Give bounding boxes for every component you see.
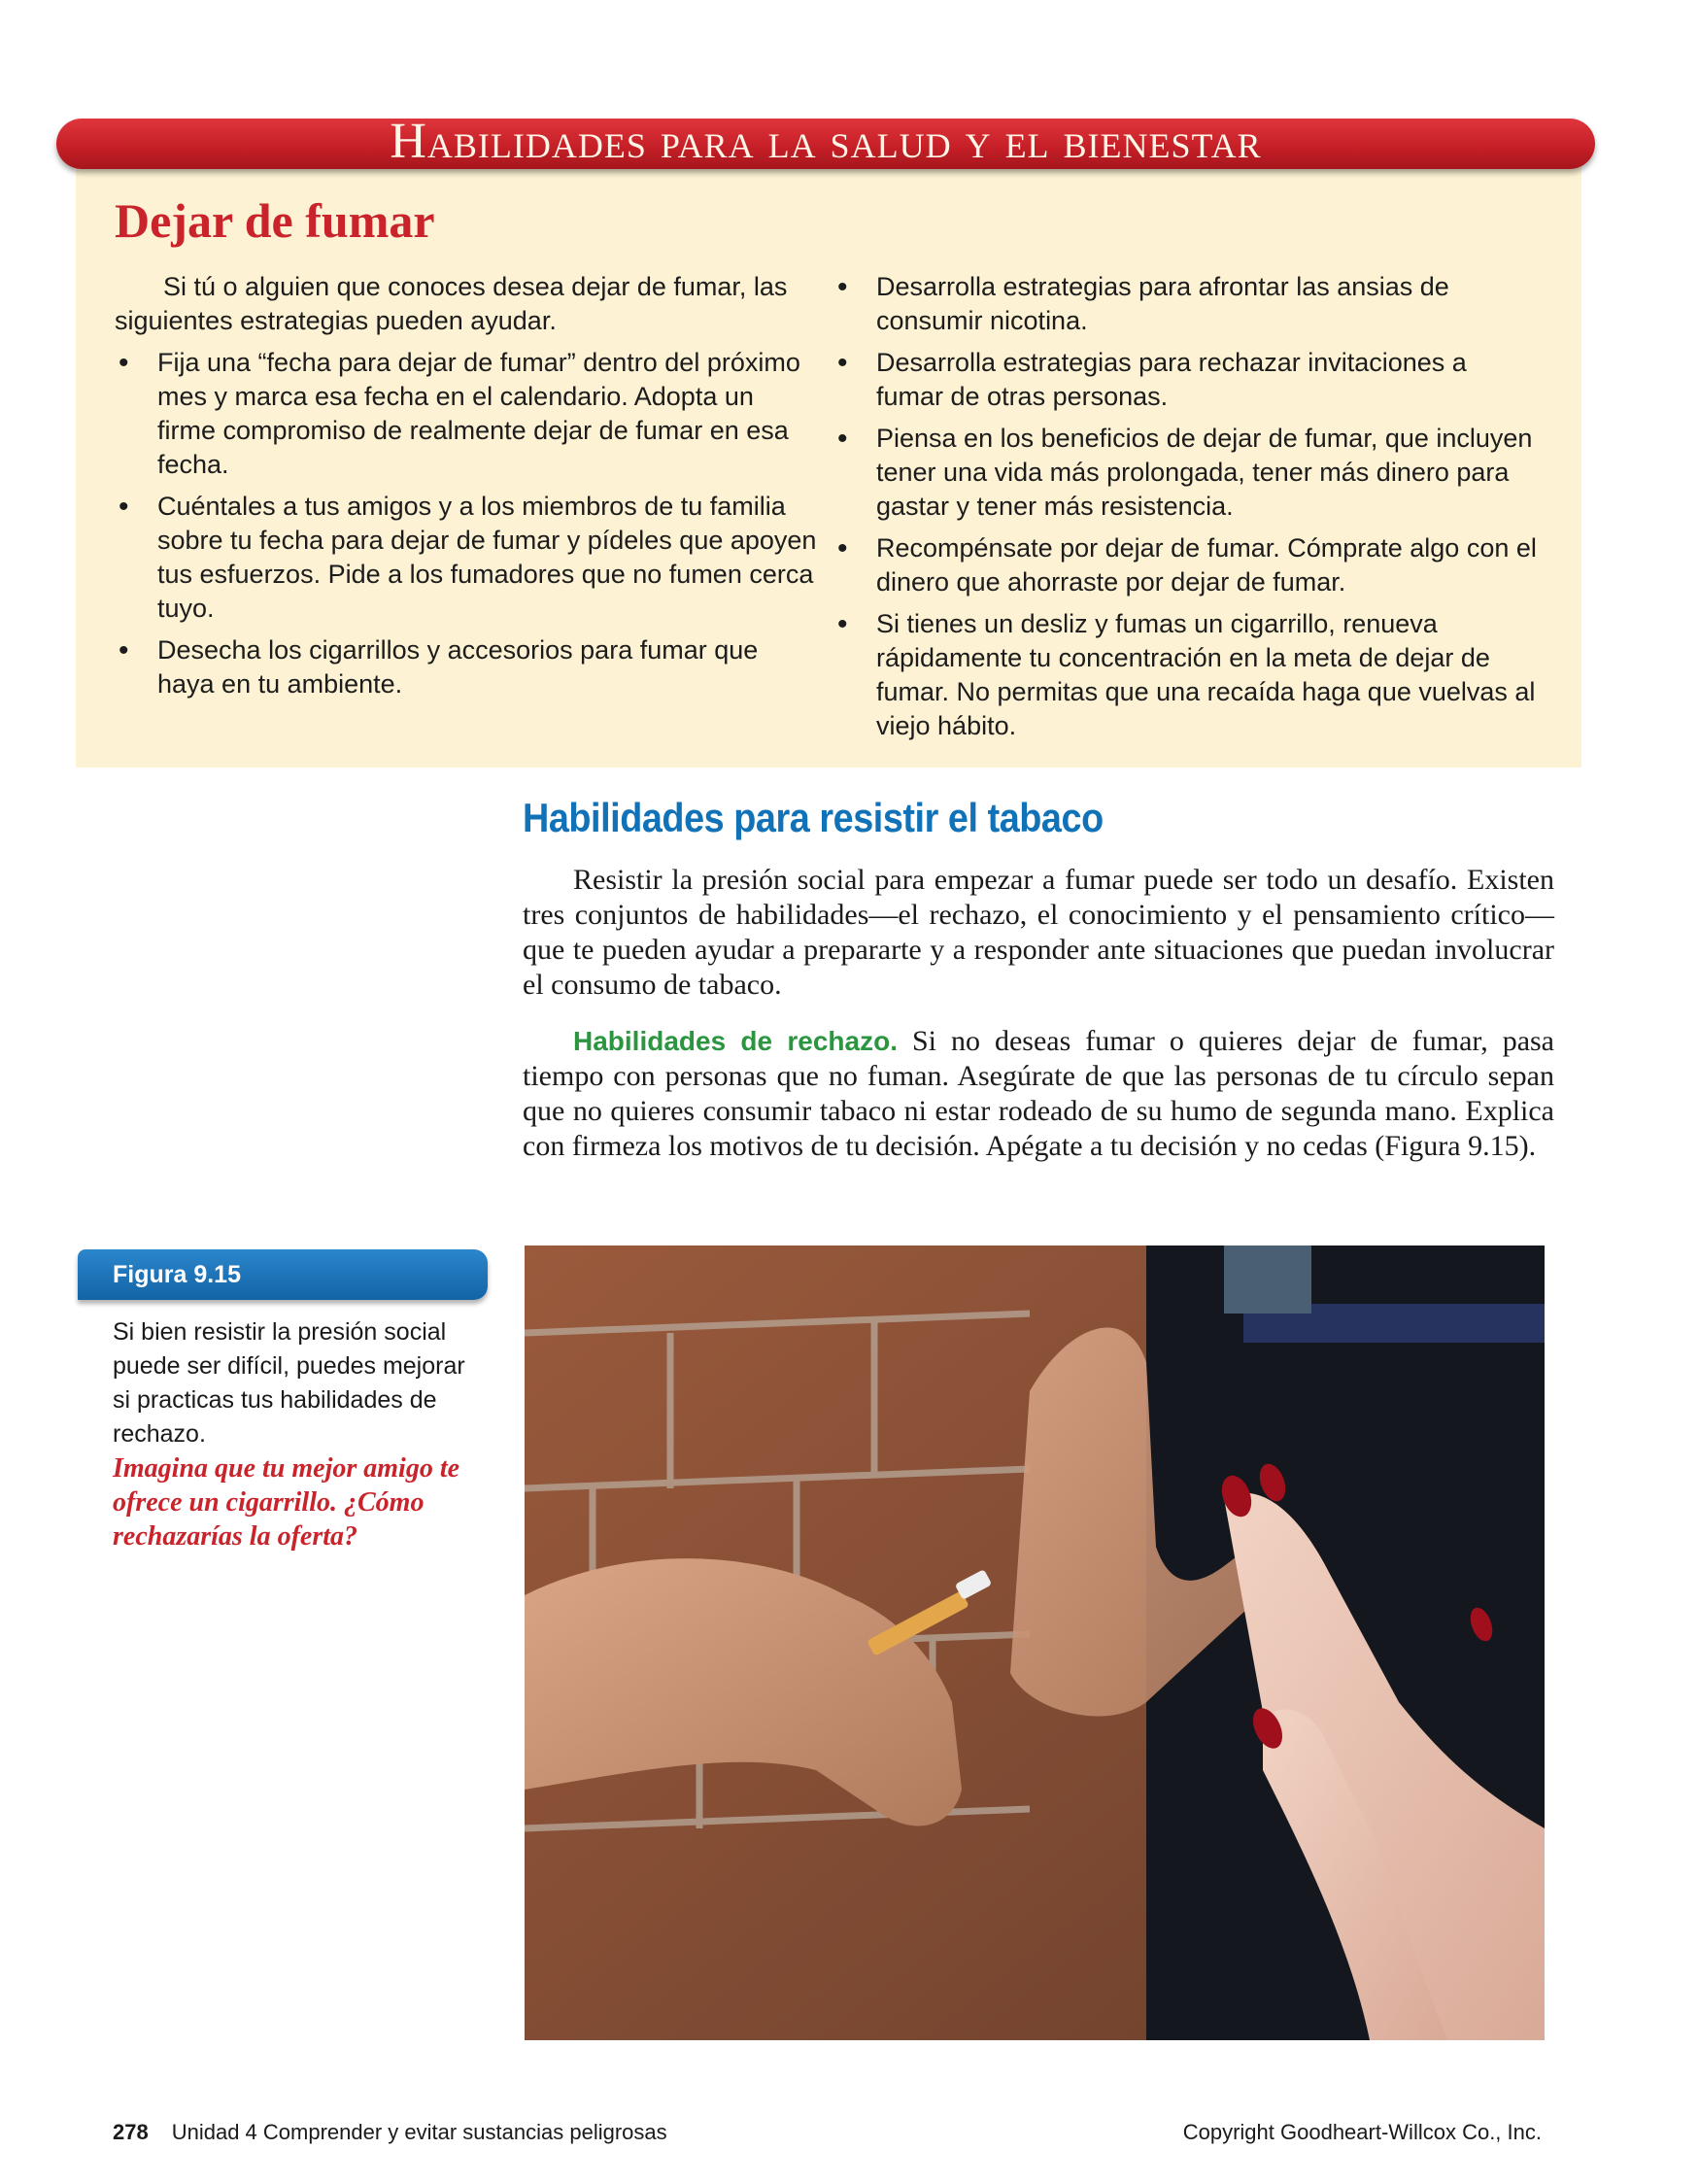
list-item-text: Recompénsate por dejar de fumar. Cómprate algo con el dinero que ahorraste por dejar de fumar. xyxy=(876,533,1537,597)
footer-unit: Unidad 4 Comprender y evitar sustancias peligrosas xyxy=(171,2120,667,2144)
bullet-icon: • xyxy=(119,491,129,523)
list-item-text: Cuéntales a tus amigos y a los miembros de tu familia sobre tu fecha para dejar de fumar y pídeles que apoyen tus esfuerzos. Pide a los fumadores que no fumen cerca tuyo. xyxy=(157,492,817,623)
figure-photo xyxy=(525,1246,1545,2040)
bullet-icon: • xyxy=(837,608,848,640)
feature-left-list xyxy=(115,346,819,701)
body-paragraph-2 xyxy=(523,1024,1554,1164)
feature-banner xyxy=(56,114,1595,169)
list-item-text: Desarrolla estrategias para afrontar las ansias de consumir nicotina. xyxy=(876,272,1449,335)
section-heading: Habilidades para resistir el tabaco xyxy=(523,795,1104,840)
figure-label-tab xyxy=(78,1249,488,1300)
list-item xyxy=(115,633,819,701)
figure-label: Figura 9.15 xyxy=(113,1261,241,1288)
list-item-text: Desarrolla estrategias para rechazar invitaciones a fumar de otras personas. xyxy=(876,348,1467,411)
list-item-text: Desecha los cigarrillos y accesorios para fumar que haya en tu ambiente. xyxy=(157,635,759,699)
list-item xyxy=(115,346,819,482)
bullet-icon: • xyxy=(119,634,129,666)
page-number: 278 xyxy=(113,2120,149,2144)
bullet-icon: • xyxy=(837,347,848,379)
list-item xyxy=(115,490,819,626)
feature-left-column xyxy=(115,270,819,709)
footer-left xyxy=(113,2120,667,2145)
bullet-icon: • xyxy=(837,271,848,303)
bullet-icon: • xyxy=(119,347,129,379)
paragraph-lead: Habilidades de rechazo. xyxy=(573,1026,898,1056)
list-item xyxy=(833,346,1538,414)
list-item-text: Piensa en los beneficios de dejar de fumar, que incluyen tener una vida más prolongada, tener más dinero para gastar y tener más resistencia. xyxy=(876,424,1533,521)
list-item xyxy=(833,531,1538,599)
list-item xyxy=(833,422,1538,524)
photo-illustration xyxy=(525,1246,1545,2040)
bullet-icon: • xyxy=(837,532,848,564)
paragraph-2-text: Si no deseas fumar o quieres dejar de fumar, pasa tiempo con personas que no fuman. Asegúrate de que las personas de tu círculo sepan que no quieres consumir tabaco ni estar rodeado de su humo de segunda mano. Explica con firmeza los motivos de tu decisión. Apégate a tu decisión y no cedas (Figura 9.15). xyxy=(523,1025,1554,1162)
body-paragraph-1: Resistir la presión social para empezar a fumar puede ser todo un desafío. Existen tres conjuntos de habilidades—el rechazo, el conocimiento y el pensamiento crítico—que te pueden ayudar a prepararte y a responder ante situaciones que puedan involucrar el consumo de tabaco. xyxy=(523,864,1554,1001)
feature-right-list xyxy=(833,270,1538,743)
figure-caption-text: Si bien resistir la presión social puede ser difícil, puedes mejorar si practicas tus habilidades de rechazo. xyxy=(113,1318,465,1448)
figure-question: Imagina que tu mejor amigo te ofrece un cigarrillo. ¿Cómo rechazarías la oferta? xyxy=(113,1453,460,1552)
feature-banner-title: Habilidades para la salud y el bienestar xyxy=(390,114,1262,169)
list-item-text: Fija una “fecha para dejar de fumar” dentro del próximo mes y marca esa fecha en el calendario. Adopta un firme compromiso de realmente dejar de fumar en esa fecha. xyxy=(157,348,800,479)
figure-caption xyxy=(113,1315,472,1553)
list-item xyxy=(833,607,1538,743)
feature-heading: Dejar de fumar xyxy=(115,193,435,248)
bullet-icon: • xyxy=(837,423,848,455)
list-item xyxy=(833,270,1538,338)
footer-copyright: Copyright Goodheart-Willcox Co., Inc. xyxy=(1182,2120,1542,2144)
list-item-text: Si tienes un desliz y fumas un cigarrillo, renueva rápidamente tu concentración en la meta de dejar de fumar. No permitas que una recaída haga que vuelvas al viejo hábito. xyxy=(876,609,1536,740)
feature-right-column xyxy=(833,270,1538,751)
feature-intro: Si tú o alguien que conoces desea dejar de fumar, las siguientes estrategias pueden ayudar. xyxy=(115,272,788,335)
